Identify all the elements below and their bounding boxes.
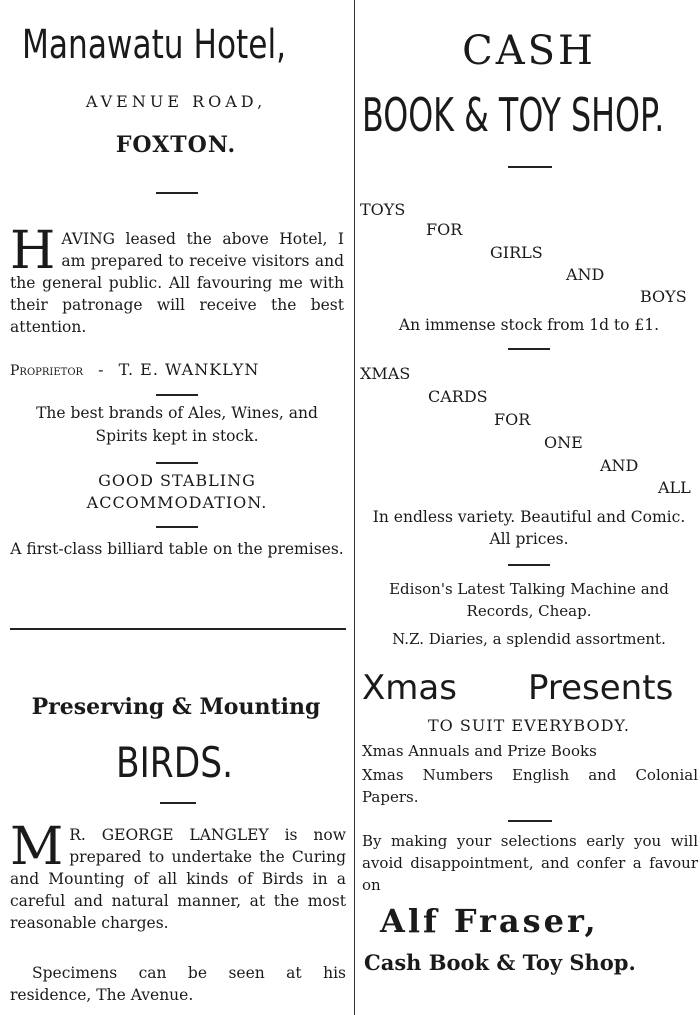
hotel-intro-text: AVING leased the above Hotel, I am prepared to receive visitors and the general public. All favouring me with their patronage will receive the best attention. xyxy=(10,230,344,336)
hotel-rule-2 xyxy=(156,394,198,396)
proprietor-label: Proprietor xyxy=(10,363,84,379)
shop-suit: TO SUIT EVERYBODY. xyxy=(427,716,630,735)
right-column xyxy=(358,0,700,1015)
hotel-intro-dropcap: H xyxy=(10,221,56,281)
hotel-rule-4 xyxy=(156,526,198,528)
birds-body-dropcap: M xyxy=(10,817,64,877)
birds-short-rule xyxy=(160,802,196,804)
column-divider xyxy=(354,0,355,1015)
xmas-word-6: ALL xyxy=(658,478,691,497)
proprietor-name: T. E. WANKLYN xyxy=(118,360,260,379)
hotel-stabling: GOOD STABLING ACCOMMODATION. xyxy=(86,471,268,512)
presents-xmas: Xmas xyxy=(362,668,457,708)
shop-rule-2 xyxy=(508,348,550,350)
shop-short-rule xyxy=(508,166,552,168)
hotel-billiard: A first-class billiard table on the premises. xyxy=(10,540,344,558)
xmas-word-1: XMAS xyxy=(360,364,411,383)
shop-variety: In endless variety. Beautiful and Comic. All prices. xyxy=(372,508,686,548)
hotel-name: Manawatu Hotel, xyxy=(22,22,287,68)
birds-body xyxy=(10,817,346,934)
shop-selections: By making your selections early you will avoid disappointment, and confer a favour on xyxy=(362,832,698,894)
xmas-word-4: ONE xyxy=(544,433,583,452)
hotel-town: FOXTON. xyxy=(115,132,237,158)
shop-rule-4 xyxy=(508,820,552,822)
hotel-brands: The best brands of Ales, Wines, and Spirits kept in stock. xyxy=(36,404,318,445)
toys-word-4: AND xyxy=(566,265,605,284)
shop-edison: Edison's Latest Talking Machine and Records, Cheap. xyxy=(389,580,669,620)
xmas-word-5: AND xyxy=(600,456,639,475)
xmas-word-3: FOR xyxy=(494,410,531,429)
shop-numbers: Xmas Numbers English and Colonial Papers. xyxy=(362,766,698,806)
toys-word-1: TOYS xyxy=(360,200,406,219)
hotel-section-rule xyxy=(10,628,346,630)
hotel-road: AVENUE ROAD, xyxy=(85,92,267,111)
hotel-rule-3 xyxy=(156,462,198,464)
birds-heading: Preserving & Mounting xyxy=(31,694,321,720)
shop-title-line2: BOOK & TOY SHOP. xyxy=(362,88,665,142)
hotel-short-rule xyxy=(156,192,198,194)
toys-word-2: FOR xyxy=(426,220,463,239)
shop-title-line1: CASH xyxy=(462,28,596,74)
shop-rule-3 xyxy=(508,564,550,566)
birds-title: BIRDS. xyxy=(116,738,234,787)
presents-word: Presents xyxy=(528,668,674,708)
hotel-proprietor-line xyxy=(10,360,344,379)
shop-stock: An immense stock from 1d to £1. xyxy=(398,316,660,334)
xmas-word-2: CARDS xyxy=(428,387,488,406)
birds-body-text: R. GEORGE LANGLEY is now prepared to undertake the Curing and Mounting of all kinds of Birds in a careful and natural manner, at the most reasonable charges. xyxy=(10,826,346,932)
proprietor-dash: - xyxy=(98,360,104,379)
toys-word-5: BOYS xyxy=(640,287,687,306)
shop-name: Cash Book & Toy Shop. xyxy=(364,950,636,975)
hotel-intro xyxy=(10,221,344,338)
shop-diaries: N.Z. Diaries, a splendid assortment. xyxy=(392,630,666,648)
shop-proprietor: Alf Fraser, xyxy=(380,902,599,940)
toys-word-3: GIRLS xyxy=(490,243,543,262)
birds-specimens: Specimens can be seen at his residence, The Avenue. xyxy=(10,964,346,1004)
shop-annuals: Xmas Annuals and Prize Books xyxy=(362,742,597,760)
